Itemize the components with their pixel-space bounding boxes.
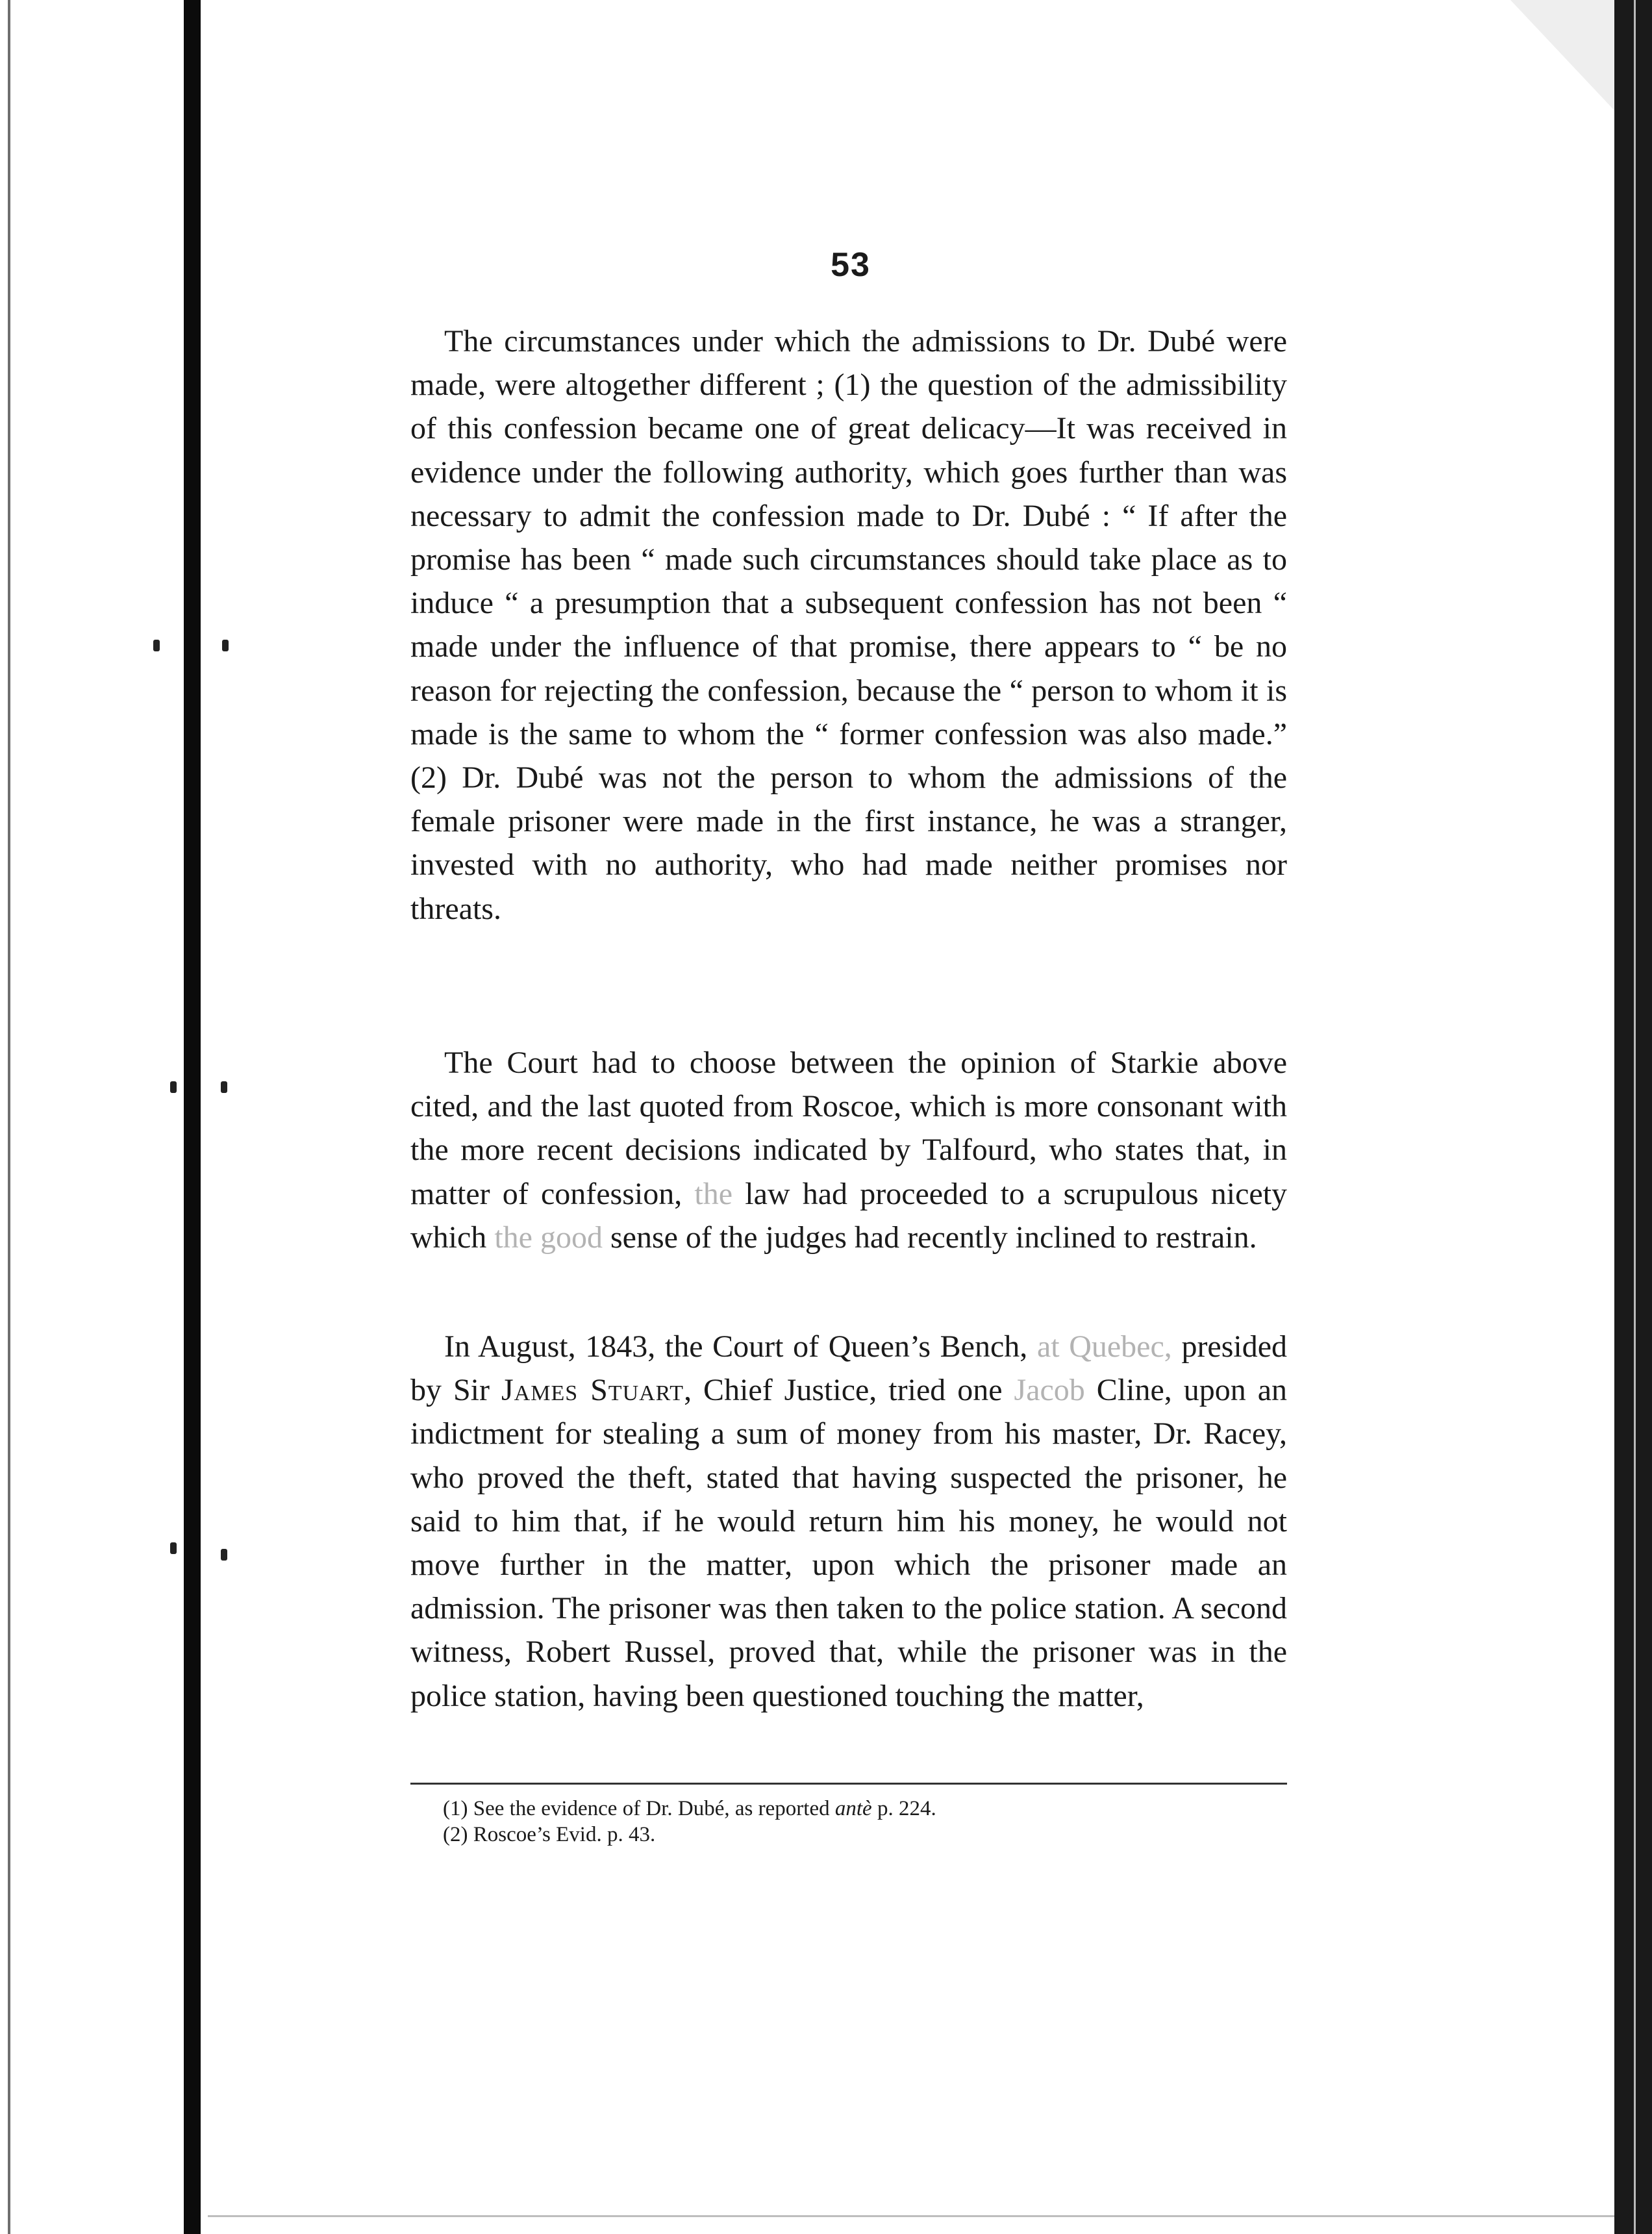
faded-text: at Quebec, (1036, 1329, 1172, 1364)
book-bottom-edge (208, 2215, 1614, 2234)
faded-text: Jacob (1014, 1373, 1085, 1408)
gutter-mark (221, 1549, 227, 1561)
paragraph-3-text: Cline, upon an indictment for stealing a sum of money from his master, Dr. Racey, who proved the theft, stated that having suspected the prisoner, he said to him that, if he would return him his money, he would not move further in the matter, upon which the prisoner made an admission. The prisoner was then taken to the police station. A second witness, Robert Russel, proved that, while the prisoner was in the police station, having been questioned touching the matter, (410, 1373, 1288, 1713)
person-name: James Stuart (501, 1373, 684, 1408)
gutter-mark (221, 1081, 227, 1093)
faded-text: the (694, 1176, 733, 1211)
paragraph-2-text: law had proceeded to a scrupulous nicety which (410, 1176, 1288, 1255)
faded-text: the good (494, 1220, 603, 1255)
page-edge-rule (8, 0, 10, 2234)
page-number: 53 (831, 246, 871, 284)
paragraph-1-text: The circumstances under which the admissions to Dr. Dubé were made, were altogether different ; (1) the question of the admissibility of this confession became one of great delicacy—It was received in evidence under the following authority, which goes further than was necessary to admit the confession made to Dr. Dubé : “ If after the promise has been “ made such circumstances should take place as to induce “ a presumption that a subsequent confession has not been “ made under the influence of that promise, there appears to “ be no reason for rejecting the confession, because the “ person to whom it is made is the same to whom the “ former confession was also made.” (2) Dr. Dubé was not the person to whom the admissions of the female prisoner were made in the first instance, he was a stranger, invested with no authority, who had made neither promises nor threats. (410, 324, 1287, 926)
footnote-2: (2) Roscoe’s Evid. p. 43. (443, 1823, 656, 1846)
footnote-rule (410, 1783, 1287, 1785)
paragraph-3 (410, 1325, 1287, 1718)
gutter-mark (170, 1081, 177, 1093)
gutter-mark (222, 640, 229, 651)
paragraph-2-text: sense of the judges had recently inclined to restrain. (610, 1220, 1257, 1255)
right-edge-line (1634, 0, 1636, 2234)
book-right-edge (1614, 0, 1652, 2234)
book-left-edge (0, 0, 208, 2234)
paragraph-2 (410, 1041, 1287, 1259)
gutter-mark (153, 640, 160, 651)
gutter-mark (170, 1542, 177, 1554)
paragraph-3-text: In August, 1843, the Court of Queen’s Bench, (444, 1329, 1028, 1364)
footnotes (443, 1796, 1287, 1848)
paragraph-2-text: The Court had to choose between the opinion of Starkie above cited, and the last quoted from Roscoe, which is more consonant with the more recent decisions indicated by Talfourd, who states that, in matter of confession, (410, 1046, 1287, 1211)
footnote-1: (1) See the evidence of Dr. Dubé, as reported antè p. 224. (443, 1797, 936, 1820)
paragraph-3-text: , Chief Justice, tried one (684, 1373, 1003, 1408)
binding-rule (184, 0, 201, 2234)
paragraph-1 (410, 320, 1287, 931)
corner-fold (1510, 0, 1614, 110)
paragraph-3-text: presided by Sir (410, 1329, 1288, 1408)
